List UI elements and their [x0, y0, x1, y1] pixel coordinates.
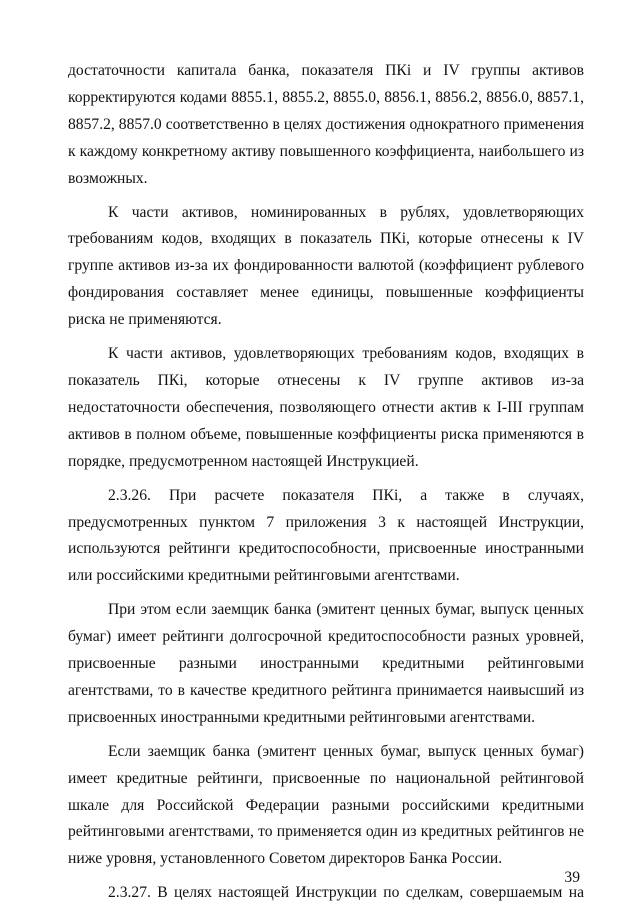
- paragraph-5: При этом если заемщик банка (эмитент ценных бумаг, выпуск ценных бумаг) имеет рейтинги долгосрочной кредитоспособности разных уровней, присвоенные разными иностранными кредитными рейтинговыми агентствами, то в качестве кредитного рейтинга принимается наивысший из присвоенных иностранными кредитными рейтинговыми агентствами.: [68, 601, 584, 726]
- body-text: [68, 58, 584, 914]
- paragraph-7: 2.3.27. В целях настоящей Инструкции по сделкам, совершаемым на: [108, 884, 584, 902]
- page-number: 39: [564, 869, 580, 886]
- paragraph-2: К части активов, номинированных в рублях, удовлетворяющих требованиям кодов, входящих в показатель ПКi, которые отнесены к IV группе активов из-за их фондированности валютой (коэффициент рублевого фондирования составляет менее единицы, повышенные коэффициенты риска не применяются.: [68, 203, 584, 329]
- paragraph-4: 2.3.26. При расчете показателя ПКi, а также в случаях, предусмотренных пунктом 7 приложения 3 к настоящей Инструкции, используются рейтинги кредитоспособности, присвоенные иностранными или российскими кредитными рейтинговыми агентствами.: [68, 486, 584, 585]
- paragraph-1: достаточности капитала банка, показателя ПКi и IV группы активов корректируются кодами 8855.1, 8855.2, 8855.0, 8856.1, 8856.2, 8856.0, 8857.1, 8857.2, 8857.0 соответственно в целях достижения однократного применения к каждому конкретному активу повышенного коэффициента, наибольшего из возможных.: [68, 62, 584, 187]
- paragraph-3: К части активов, удовлетворяющих требованиям кодов, входящих в показатель ПКi, которые отнесены к IV группе активов из-за недостаточности обеспечения, позволяющего отнести актив к I-III группам активов в полном объеме, повышенные коэффициенты риска применяются в порядке, предусмотренном настоящей Инструкцией.: [68, 345, 584, 470]
- paragraph-6: Если заемщик банка (эмитент ценных бумаг, выпуск ценных бумаг) имеет кредитные рейтинги, присвоенные по национальной рейтинговой шкале для Российской Федерации разными российскими кредитными рейтинговыми агентствами, то применяется один из кредитных рейтингов не ниже уровня, установленного Советом директоров Банка России.: [68, 742, 584, 868]
